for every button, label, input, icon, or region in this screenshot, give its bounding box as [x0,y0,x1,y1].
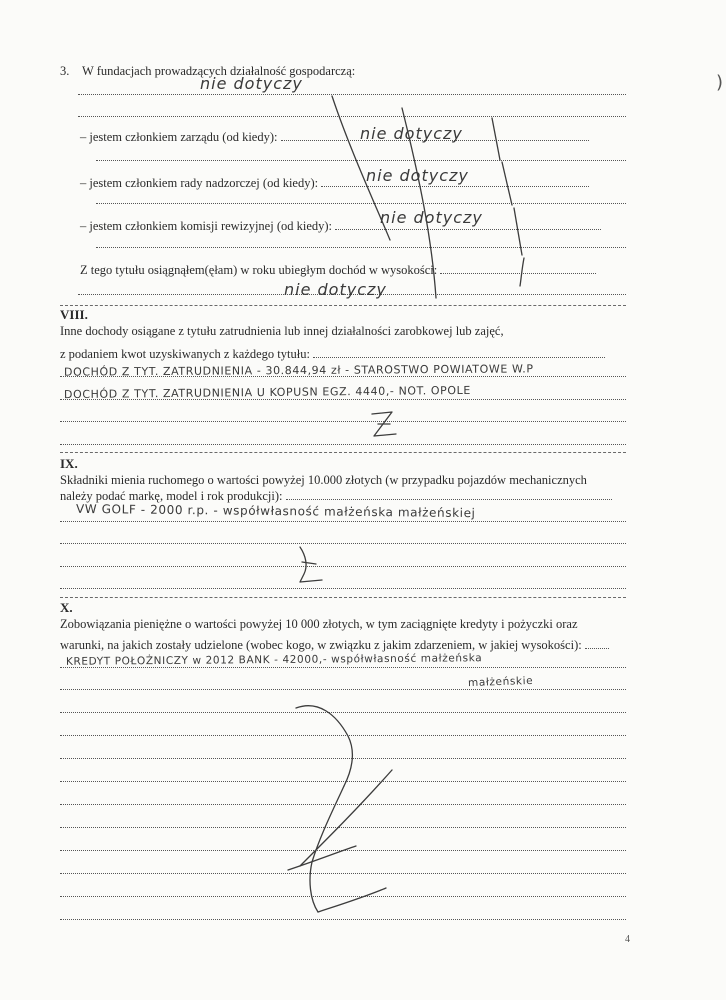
answer-line [60,827,626,828]
answer-line [60,735,626,736]
item-number-3: 3. [60,64,70,78]
answer-line [96,247,626,248]
section-x-text: Zobowiązania pieniężne o wartości powyżej 10 000 złotych, w tym zaciągnięte kredyty i pożyczki oraz [60,617,578,631]
answer-line [60,667,626,668]
section-heading-viii: VIII. [60,307,88,322]
section-viii-amounts-label: z podaniem kwot uzyskiwanych z każdego tytułu: [60,347,605,361]
answer-line [96,160,626,161]
answer-line [60,543,626,544]
answer-line [60,873,626,874]
handwritten-answer: KREDYT POŁOŻNICZY w 2012 BANK - 42000,- współwłasność małżeńska [65,652,483,668]
section-divider [60,452,626,453]
page-number: 4 [625,934,630,945]
answer-line [60,919,626,920]
section-divider [60,305,626,306]
section-viii-text: Inne dochody osiągane z tytułu zatrudnienia lub innej działalności zarobkowej lub zajęć, [60,324,504,338]
answer-line [60,444,626,445]
answer-line [60,781,626,782]
answer-line [60,896,626,897]
answer-line [60,689,626,690]
section-ix-vehicles-label: należy podać markę, model i rok produkcji): [60,489,612,503]
answer-line [60,804,626,805]
answer-line [96,203,626,204]
handwritten-answer: nie dotyczy [380,208,483,227]
answer-line [60,566,626,567]
answer-line [60,588,626,589]
handwritten-answer: VW GOLF - 2000 r.p. - współwłasność małżeńska małżeńskiej [75,501,476,521]
audit-committee-label: – jestem członkiem komisji rewizyjnej (od kiedy): [80,219,601,233]
board-member-label: – jestem członkiem zarządu (od kiedy): [80,130,589,144]
section-heading-x: X. [60,600,73,615]
answer-line [78,116,626,117]
answer-line [60,850,626,851]
answer-line [60,712,626,713]
handwritten-answer: nie dotyczy [200,74,303,93]
supervisory-board-label: – jestem członkiem rady nadzorczej (od kiedy): [80,176,589,190]
handwritten-answer: nie dotyczy [360,124,463,143]
section-divider [60,597,626,598]
answer-line [78,94,626,95]
handwritten-answer: DOCHÓD Z TYT. ZATRUDNIENIA - 30.844,94 zł - STAROSTWO POWIATOWE W.P [63,362,534,379]
handwritten-answer: małżeńskie [467,674,534,690]
answer-line [60,521,626,522]
section-ix-text: Składniki mienia ruchomego o wartości powyżej 10.000 złotych (w przypadku pojazdów mechanicznych [60,473,587,487]
section-heading-ix: IX. [60,456,78,471]
section-3-intro: W fundacjach prowadzących działalność gospodarczą: [82,64,356,78]
handwritten-answer: DOCHÓD Z TYT. ZATRUDNIENIA U KOPUSN EGZ. 4440,- NOT. OPOLE [63,383,471,402]
handwritten-answer: nie dotyczy [284,280,387,299]
income-label: Z tego tytułu osiągnąłem(ęłam) w roku ubiegłym dochód w wysokości: [80,263,596,277]
section-x-terms-label: warunki, na jakich zostały udzielone (wobec kogo, w związku z jakim zdarzeniem, w jakiej wysokości): [60,638,609,652]
margin-mark: ) [716,72,724,93]
answer-line [60,758,626,759]
handwritten-answer: nie dotyczy [366,166,469,185]
answer-line [60,421,626,422]
